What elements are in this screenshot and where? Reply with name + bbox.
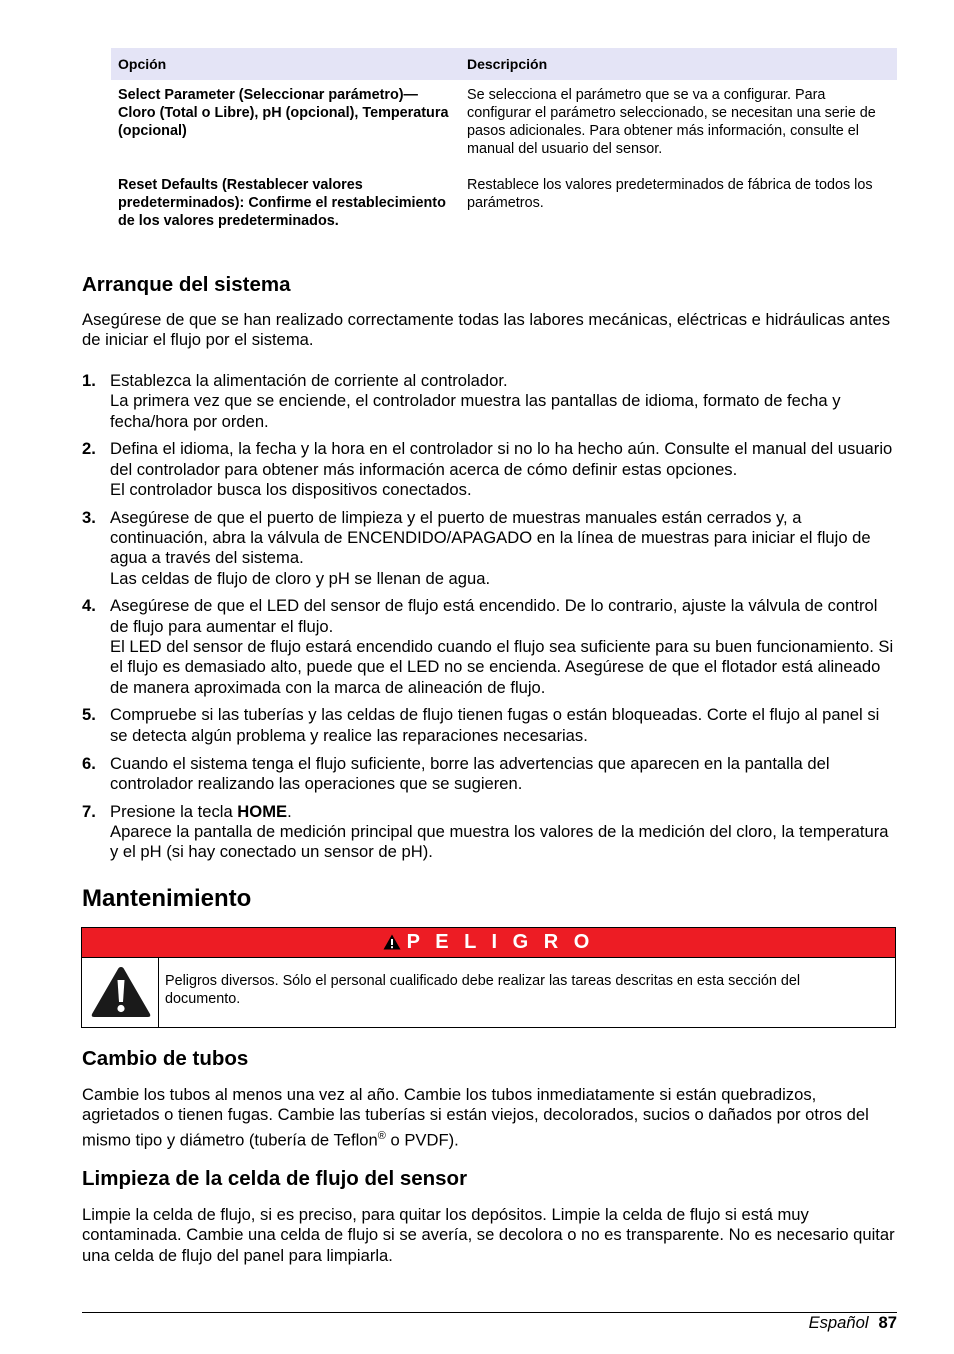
description-cell: Restablece los valores predeterminados de fábrica de todos los parámetros. — [467, 177, 873, 211]
tubes-text: Cambie los tubos al menos una vez al año. Cambie los tubos inmediatamente si están quebradizos, agrietados o tienen fugas. Cambie las tuberías si están viejos, decolorados, sucios o dañados por otros del mismo tipo y diámetro (tubería de Teflon — [82, 1085, 869, 1150]
step-result: El controlador busca los dispositivos conectados. — [110, 479, 472, 499]
home-key-label: HOME — [237, 801, 288, 821]
footer-language: Español — [808, 1313, 869, 1332]
startup-intro: Asegúrese de que se han realizado correctamente todas las labores mecánicas, eléctricas e hidráulicas antes de iniciar el flujo por el sistema. — [82, 310, 891, 350]
startup-heading: Arranque del sistema — [82, 273, 291, 296]
step-result: Las celdas de flujo de cloro y pH se llenan de agua. — [110, 568, 491, 588]
step-text-suffix: . — [287, 801, 292, 821]
step-number: 1. — [82, 371, 96, 390]
table-row — [111, 170, 897, 240]
step-text: Establezca la alimentación de corriente al controlador. — [110, 371, 508, 390]
maintenance-heading: Mantenimiento — [82, 885, 252, 912]
step-text: Defina el idioma, la fecha y la hora en el controlador si no lo ha hecho aún. Consulte el manual del usuario del controlador para obtener más información acerca de cómo definir estas opciones. — [110, 439, 893, 479]
step-result: La primera vez que se enciende, el controlador muestra las pantallas de idioma, formato de fecha y fecha/hora por orden. — [110, 391, 841, 431]
tubes-paragraph — [82, 1085, 897, 1150]
option-cell: Reset Defaults (Restablecer valores predeterminados): Confirme el restablecimiento de los valores predeterminados. — [118, 177, 446, 229]
column-header-option: Opción — [111, 48, 460, 80]
danger-label: P E L I G R O — [406, 931, 595, 953]
step-text: Compruebe si las tuberías y las celdas de flujo tienen fugas o están bloqueadas. Corte el flujo al panel si se detecta algún problema y realice las reparaciones necesarias. — [110, 705, 880, 745]
step-result: Aparece la pantalla de medición principal que muestra los valores de la medición del cloro, la temperatura y el pH (si hay conectado un sensor de pH). — [110, 821, 889, 862]
startup-steps-list — [82, 371, 897, 870]
step-number: 6. — [82, 753, 96, 773]
step-number: 3. — [82, 507, 96, 527]
table-row — [111, 80, 897, 170]
step-number: 5. — [82, 705, 96, 725]
description-cell: Se selecciona el parámetro que se va a configurar. Para configurar el parámetro seleccionado, se necesitan una serie de pasos adicionales. Para obtener más información, consulte el manual del usuario del sensor. — [467, 87, 876, 157]
options-table — [111, 48, 897, 240]
step-text: Asegúrese de que el puerto de limpieza y el puerto de muestras manuales están cerrados y, a continuación, abra la válvula de ENCENDIDO/APAGADO en la línea de muestras para iniciar el flujo de agua a través del sistema. — [110, 507, 871, 568]
step-number: 2. — [82, 439, 96, 459]
list-item — [82, 508, 897, 589]
tubes-text-end: o PVDF). — [385, 1130, 459, 1150]
step-text-prefix: Presione la tecla — [110, 801, 238, 821]
danger-body — [82, 957, 895, 1027]
danger-text: Peligros diversos. Sólo el personal cualificado debe realizar las tareas descritas en esta sección del documento. — [165, 973, 801, 1007]
tubes-heading: Cambio de tubos — [82, 1047, 249, 1070]
page-footer — [809, 1313, 897, 1333]
registered-mark: ® — [377, 1129, 386, 1142]
option-cell: Select Parameter (Seleccionar parámetro)—Cloro (Total o Libre), pH (opcional), Temperatura (opcional) — [118, 87, 449, 139]
flowcell-paragraph: Limpie la celda de flujo, si es preciso, para quitar los depósitos. Limpie la celda de flujo si está muy contaminada. Cambie una celda de flujo si se avería, se decolora o no es transparente. No es necesario quitar una celda de flujo del panel para limpiarla. — [82, 1205, 895, 1265]
column-header-description: Descripción — [460, 48, 897, 80]
step-text: Asegúrese de que el LED del sensor de flujo está encendido. De lo contrario, ajuste la válvula de control de flujo para aumentar el flujo. — [110, 596, 878, 636]
list-item — [82, 596, 897, 697]
list-item — [82, 371, 897, 432]
warning-triangle-icon — [383, 930, 401, 959]
step-text: Cuando el sistema tenga el flujo suficiente, borre las advertencias que aparecen en la pantalla del controlador realizando las operaciones que se sugieren. — [110, 753, 830, 793]
list-item — [82, 439, 897, 500]
danger-header — [82, 928, 895, 958]
danger-notice — [81, 927, 896, 1028]
danger-icon-cell — [82, 957, 159, 1027]
warning-triangle-icon — [90, 965, 152, 1019]
flowcell-heading: Limpieza de la celda de flujo del sensor — [82, 1167, 468, 1190]
page-number: 87 — [878, 1313, 897, 1332]
step-result: El LED del sensor de flujo estará encendido cuando el flujo sea suficiente para su buen funcionamiento. Si el flujo es demasiado alto, puede que el LED no se encienda. Asegúrese de que el flotador está alineado de manera aproximada con la marca de alineación de flujo. — [110, 637, 894, 697]
footer-divider — [82, 1312, 897, 1313]
table-header-row — [111, 48, 897, 80]
step-number: 7. — [82, 801, 96, 821]
step-number: 4. — [82, 596, 96, 616]
list-item — [82, 754, 897, 795]
list-item — [82, 802, 897, 863]
list-item — [82, 705, 897, 746]
